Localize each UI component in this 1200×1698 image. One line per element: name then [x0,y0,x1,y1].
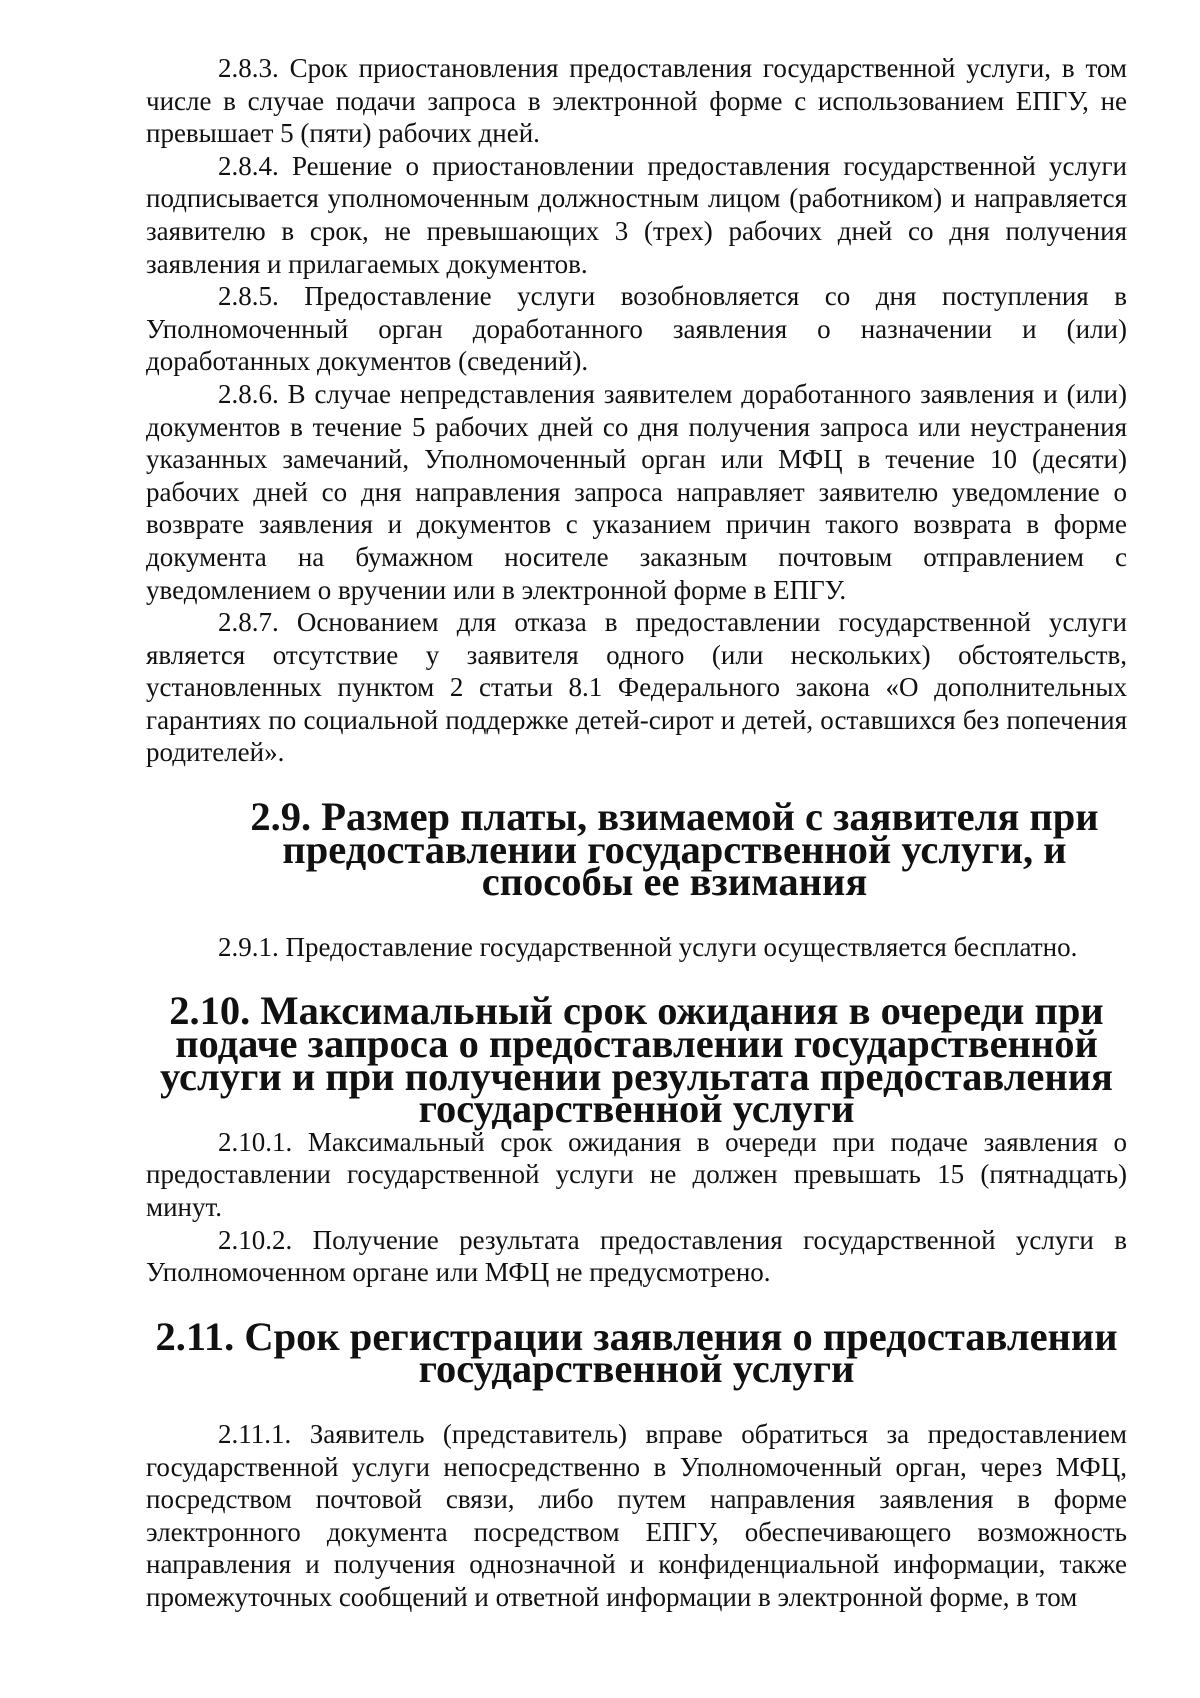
paragraph-2-10-1: 2.10.1. Максимальный срок ожидания в очереди при подаче заявления о предоставлении государственной услуги не должен превышать 15 (пятнадцать) минут. [146,1126,1127,1222]
paragraph-2-10-2: 2.10.2. Получение результата предоставления государственной услуги в Уполномоченном органе или МФЦ не предусмотрено. [146,1224,1127,1288]
paragraph-2-9-1: 2.9.1. Предоставление государственной услуги осуществляется бесплатно. [218,931,1078,962]
document-page [146,52,1127,1614]
paragraph-2-8-3: 2.8.3. Срок приостановления предоставления государственной услуги, в том числе в случае подачи запроса в электронной форме с использованием ЕПГУ, не превышает 5 (пяти) рабочих дней. [146,53,1127,149]
paragraph-2-8-5: 2.8.5. Предоставление услуги возобновляется со дня поступления в Уполномоченный орган доработанного заявления о назначении и (или) доработанных документов (сведений). [146,281,1127,377]
paragraph-2-11-1: 2.11.1. Заявитель (представитель) вправе обратиться за предоставлением государственной услуги непосредственно в Уполномоченный орган, через МФЦ, посредством почтовой связи, либо путем направления заявления в форме электронного документа посредством ЕПГУ, обеспечивающего возможность направления и получения однозначной и конфиденциальной информации, также промежуточных сообщений и ответной информации в электронной форме, в том [146,1418,1127,1612]
section-heading-2-10: 2.10. Максимальный срок ожидания в очереди при подаче запроса о предоставлении государственной услуги и при получении результата предоставления государственной услуги [160,988,1113,1132]
paragraph-2-8-4: 2.8.4. Решение о приостановлении предоставления государственной услуги подписывается уполномоченным должностным лицом (работником) и направляется заявителю в срок, не превышающих 3 (трех) рабочих дней со дня получения заявления и прилагаемых документов. [146,150,1127,279]
section-heading-2-11: 2.11. Срок регистрации заявления о предоставлении государственной услуги [155,1313,1118,1392]
paragraph-2-8-6: 2.8.6. В случае непредставления заявителем доработанного заявления и (или) документов в течение 5 рабочих дней со дня получения запроса или неустранения указанных замечаний, Уполномоченный орган или МФЦ в течение 10 (десяти) рабочих дней со дня направления запроса направляет заявителю уведомление о возврате заявления и документов с указанием причин такого возврата в форме документа на бумажном носителе заказным почтовым отправлением с уведомлением о вручении или в электронной форме в ЕПГУ. [146,378,1127,605]
section-heading-2-9: 2.9. Размер платы, взимаемой с заявителя при предоставлении государственной услуги, и способы ее взимания [250,794,1099,905]
paragraph-2-8-7: 2.8.7. Основанием для отказа в предоставлении государственной услуги является отсутствие у заявителя одного (или нескольких) обстоятельств, установленных пунктом 2 статьи 8.1 Федерального закона «О дополнительных гарантиях по социальной поддержке детей-сирот и детей, оставшихся без попечения родителей». [146,607,1127,768]
